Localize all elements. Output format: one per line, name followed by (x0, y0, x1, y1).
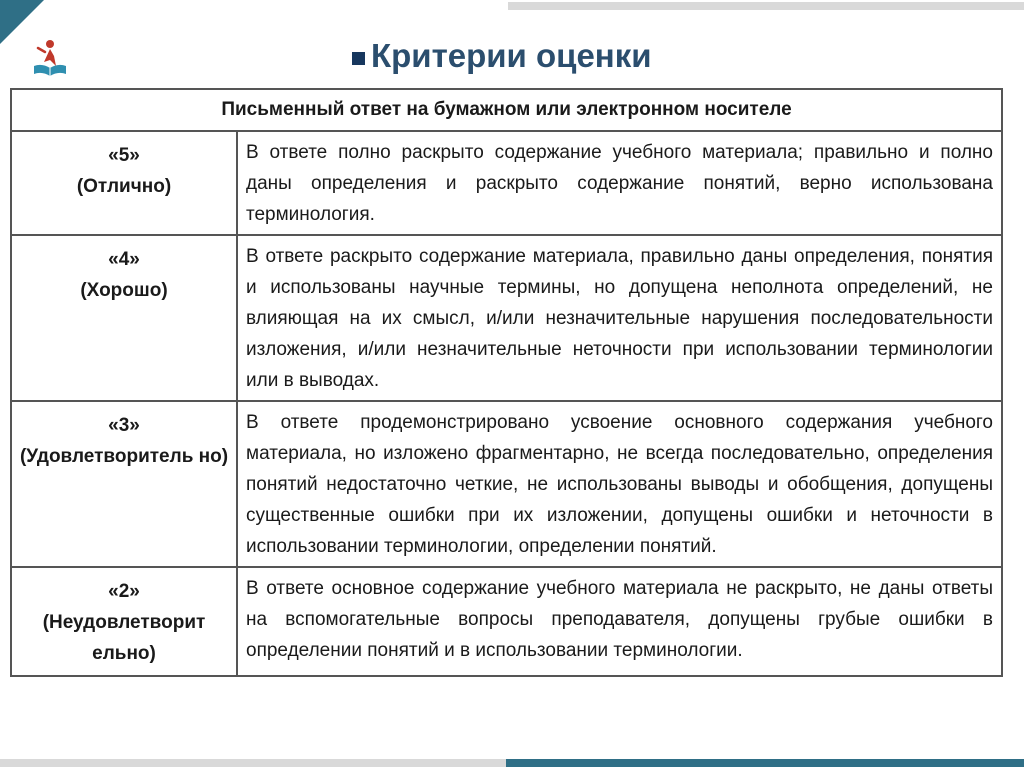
grade-mark: «4» (108, 249, 140, 270)
grade-name: (Неудовлетворит ельно) (42, 612, 206, 664)
table-header: Письменный ответ на бумажном или электронном носителе (11, 89, 1002, 131)
grade-cell (11, 401, 237, 567)
grade-mark: «5» (108, 145, 140, 166)
table-header-row (11, 89, 1002, 131)
grade-description: В ответе основное содержание учебного материала не раскрыто, не даны ответы на вспомогательные вопросы преподавателя, допущены грубые ошибки в определении понятий и в использовании терминологии. (237, 567, 1002, 676)
grade-name: (Удовлетворитель но) (19, 446, 229, 467)
grade-name: (Отлично) (76, 176, 172, 197)
grade-cell (11, 567, 237, 676)
grade-mark: «3» (108, 415, 140, 436)
page-title: Критерии оценки (371, 37, 652, 74)
bottom-decorative-bar-accent (506, 759, 1024, 767)
title-block (352, 34, 652, 78)
criteria-table (10, 88, 1003, 677)
bottom-decorative-bar-gray (0, 759, 506, 767)
grade-description: В ответе полно раскрыто содержание учебного материала; правильно и полно даны определения и раскрыто содержание понятий, верно использована терминология. (237, 131, 1002, 235)
table-row (11, 401, 1002, 567)
title-bullet-icon (352, 52, 365, 65)
top-decorative-bar (508, 2, 1024, 10)
grade-mark: «2» (108, 581, 140, 602)
table-row (11, 235, 1002, 401)
grade-description: В ответе раскрыто содержание материала, правильно даны определения, понятия и использованы научные термины, но допущена неполнота определений, не влияющая на их смысл, и/или незначительные нарушения последовательности изложения, и/или незначительные неточности при использовании терминологии или в выводах. (237, 235, 1002, 401)
grade-cell (11, 235, 237, 401)
grade-cell (11, 131, 237, 235)
grade-description: В ответе продемонстрировано усвоение основного содержания учебного материала, но изложено фрагментарно, не всегда последовательно, определения понятий недостаточно четкие, не использованы выводы и обобщения, допущены существенные ошибки при их изложении, допущены ошибки и неточности в использовании терминологии, определении понятий. (237, 401, 1002, 567)
book-figure-logo-icon (28, 36, 72, 80)
table-row (11, 131, 1002, 235)
grade-name: (Хорошо) (80, 280, 168, 301)
table-row (11, 567, 1002, 676)
